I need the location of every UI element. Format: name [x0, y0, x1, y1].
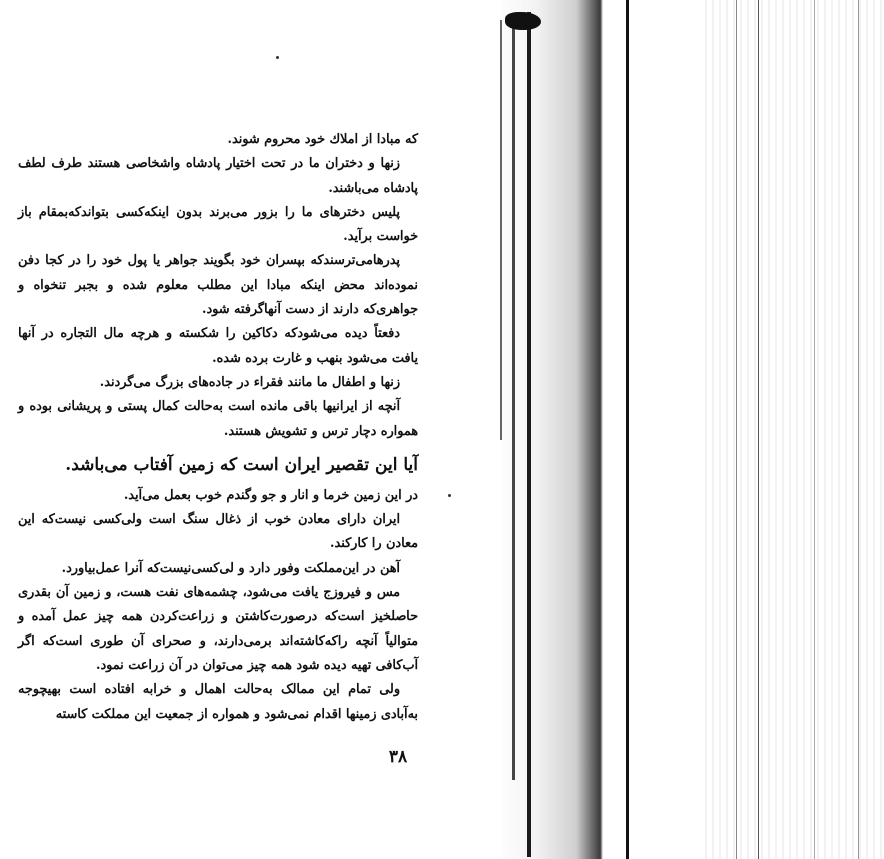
spine-shadow-line — [527, 12, 531, 857]
paragraph: مس و فیروزج یافت می‌شود، چشمه‌های نفت هست، و زمین آن بقدری حاصلخیز است‌که درصورت‌کاشتن و زراعت‌کردن همه چیز عمل آمده و متوالیاً آنچه راکه‌کاشته‌اند برمی‌دارند، و صحرای آن طوری است‌که اگر آب‌کافی تهیه دیده شود همه چیز می‌توان در آن زراعت نمود. — [18, 585, 418, 673]
paragraph: زنها و دختران ما در تحت اختیار پادشاه واشخاصی هستند طرف لطف پادشاه می‌باشند. — [18, 156, 418, 196]
facing-page-edge — [700, 0, 884, 859]
spine-shadow-line — [500, 20, 502, 440]
paragraph: ایران دارای معادن خوب از ذغال سنگ است ولی‌کسی نیست‌که این معادن را کارکند. — [18, 512, 418, 552]
page-edge-line — [758, 0, 759, 859]
paragraph: پدرهامی‌ترسندکه بپسران خود بگویند جواهر یا پول خود را در کجا دفن نموده‌اند محض اینکه مبادا این مطلب معلوم شده و بجبر تنخواه و جواهری‌که دارند از دست آنهاگرفته شود. — [18, 253, 418, 318]
paragraph: ولی تمام این ممالک به‌حالت اهمال و خرابه افتاده است بهیچوجه به‌آبادی زمینها اقدام نمی‌شود و همواره از جمعیت این مملکت کاسته — [18, 682, 418, 722]
paragraph: زنها و اطفال ما مانند فقراء در جاده‌های بزرگ می‌گردند. — [99, 374, 400, 390]
paragraph: پلیس دخترهای ما را بزور می‌برند بدون اینکه‌کسی بتواندکه‌بمقام باز خواست برآید. — [18, 204, 418, 245]
book-gutter — [495, 0, 630, 859]
paragraph: که مبادا از املاك خود محروم شوند. — [227, 132, 418, 147]
ink-blot — [505, 12, 541, 30]
paragraph: آنچه از ایرانیها باقی مانده است به‌حالت کمال پستی و پریشانی بوده و همواره دچار ترس و تشویش هستند. — [18, 399, 418, 439]
paragraph: دفعتاً دیده می‌شودکه دکاکین را شکسته و هرچه مال التجاره در آنها یافت می‌شود بنهب و غارت برده شده. — [18, 326, 418, 366]
spine-shadow-line — [512, 20, 515, 780]
page-edge-line — [814, 0, 815, 859]
paragraph: آهن در این‌مملکت وفور دارد و لی‌کسی‌نیست‌که آنرا عمل‌بیاورد. — [61, 560, 400, 576]
paragraph: در این زمین خرما و انار و جو وگندم خوب بعمل می‌آید. — [123, 487, 418, 503]
section-heading: آیا این تقصیر ایران است که زمین آفتاب می‌باشد. — [65, 454, 418, 475]
page-edge-line — [736, 0, 737, 859]
page-number: ۳۸ — [388, 747, 408, 767]
scan-speck — [448, 494, 451, 497]
page-edge-line — [858, 0, 859, 859]
scan-speck — [276, 56, 279, 59]
page-edge-line — [626, 0, 629, 859]
page-body-text — [18, 128, 418, 727]
